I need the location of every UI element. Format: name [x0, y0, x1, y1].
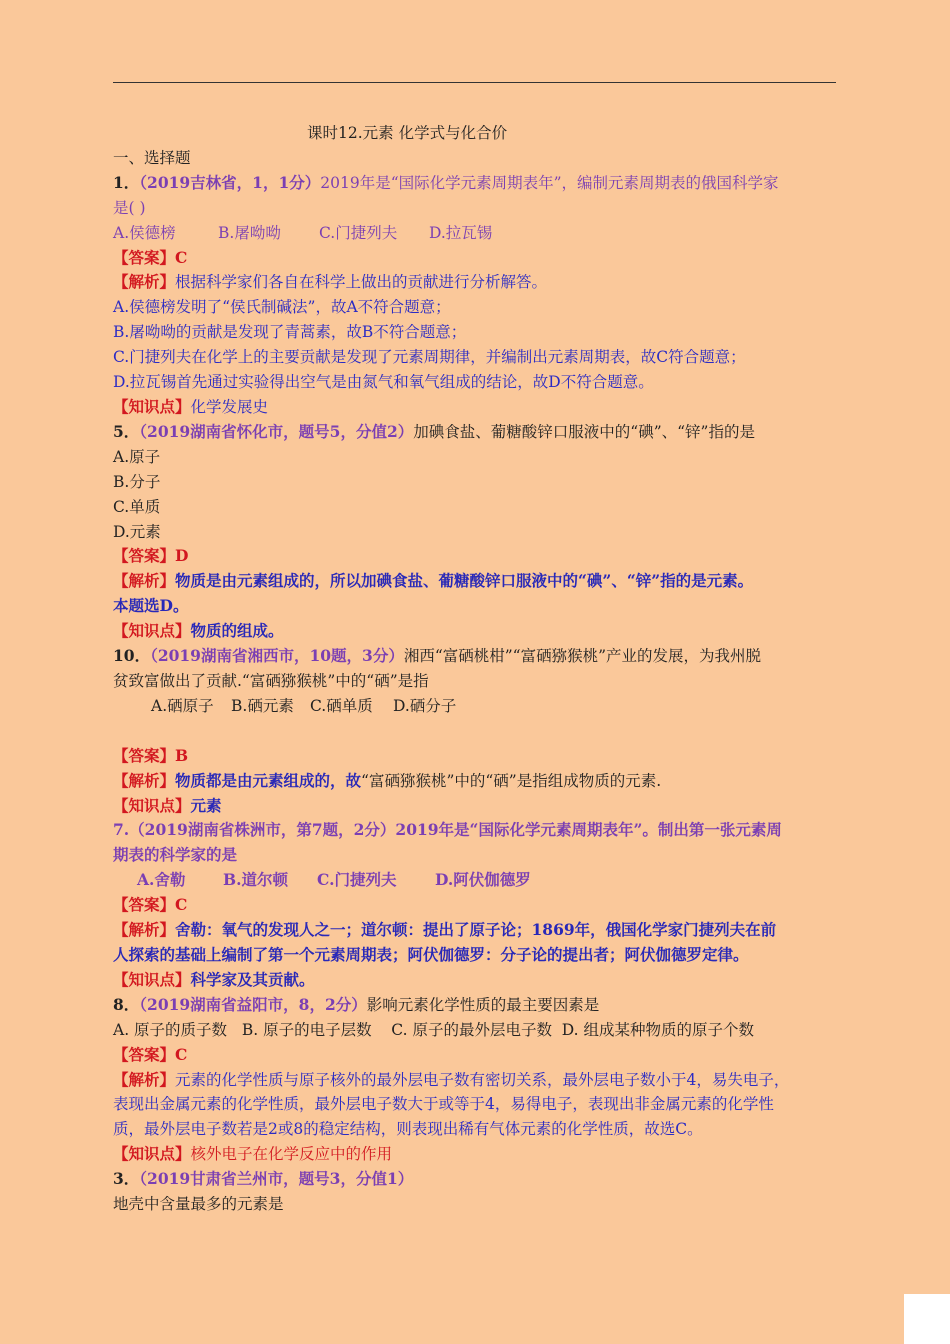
q8-knowledge-text: 核外电子在化学反应中的作用 — [190, 1145, 393, 1164]
q10-knowledge-tag: 【知识点】 — [113, 795, 191, 815]
q10-stem-line2: 贫致富做出了贡献.“富硒猕猴桃”中的“硒”是指 — [113, 671, 429, 690]
q1-stem-line2: 是( ) — [113, 198, 146, 217]
q7-stem-a: 2019年是“国际化学元素周期表年”。制出第一张元素周 — [395, 820, 782, 840]
q5-knowledge — [113, 619, 845, 644]
q1-stem-line1 — [113, 171, 845, 196]
q10-knowledge — [113, 794, 845, 819]
q8-stem-text: 影响元素化学性质的最主要因素是 — [366, 995, 600, 1014]
q8-options: A. 原子的质子数 B. 原子的电子层数 C. 原子的最外层电子数 D. 组成某种物质的原子个数 — [113, 1020, 755, 1039]
q5-option-c: C.单质 — [113, 497, 161, 516]
q5-option-d: D.元素 — [113, 522, 161, 541]
blank-line — [113, 719, 845, 744]
q7-explanation — [113, 918, 845, 943]
q7-explanation-tag: 【解析】 — [113, 920, 176, 940]
q10-stem-a: 湘西“富硒桃柑”“富硒猕猴桃”产业的发展，为我州脱 — [403, 647, 762, 666]
q7-option-c: C.门捷列夫 — [317, 870, 397, 890]
q7-answer — [113, 893, 845, 918]
q10-knowledge-text: 元素 — [190, 795, 222, 815]
q8-stem — [113, 993, 845, 1018]
section-heading: 一、选择题 — [113, 148, 191, 167]
q8-explanation-a: 元素的化学性质与原子核外的最外层电子数有密切关系，最外层电子数小于4，易失电子， — [175, 1070, 790, 1089]
q5-answer-tag: 【答案】 — [113, 546, 176, 566]
q1-explanation-c: C.门捷列夫在化学上的主要贡献是发现了元素周期律，并编制出元素周期表，故C符合题意； — [113, 348, 746, 367]
q1-knowledge-tag: 【知识点】 — [113, 396, 191, 416]
q1-answer — [113, 246, 845, 271]
q10-explanation-a: 物质都是由元素组成的，故 — [175, 770, 362, 790]
q7-source: 7.（2019湖南省株洲市，第7题，2分） — [113, 820, 396, 840]
q10-explanation — [113, 769, 845, 794]
q7-options — [113, 868, 845, 893]
q1-answer-tag: 【答案】 — [113, 247, 176, 267]
q5-explanation-text: 物质是由元素组成的，所以加碘食盐、葡糖酸锌口服液中的“碘”、“锌”指的是元素。 — [175, 571, 754, 591]
q5-answer-value: D — [175, 546, 189, 566]
q10-answer-tag: 【答案】 — [113, 745, 176, 765]
q1-explanation-d: D.拉瓦锡首先通过实验得出空气是由氮气和氧气组成的结论，故D不符合题意。 — [113, 373, 654, 392]
q5-option-b: B.分子 — [113, 472, 161, 491]
q7-knowledge-tag: 【知识点】 — [113, 969, 191, 989]
q5-explanation — [113, 569, 845, 594]
q8-answer — [113, 1043, 845, 1068]
q5-option-a: A.原子 — [113, 447, 161, 466]
q7-option-a: A.舍勒 — [137, 870, 186, 890]
q1-option-d: D.拉瓦锡 — [429, 223, 493, 242]
q10-explanation-b: “富硒猕猴桃”中的“硒”是指组成物质的元素. — [361, 771, 662, 790]
q3-header — [113, 1167, 845, 1192]
q5-explanation-b: 本题选D。 — [113, 596, 189, 616]
q7-explanation-b: 人探索的基础上编制了第一个元素周期表；阿伏伽德罗：分子论的提出者；阿伏伽德罗定律。 — [113, 945, 749, 964]
q10-option-c: C.硒单质 — [310, 696, 373, 715]
q7-knowledge — [113, 968, 845, 993]
q5-knowledge-text: 物质的组成。 — [190, 621, 284, 641]
q10-answer — [113, 744, 845, 769]
q10-source: （2019湖南省湘西市，10题，3分） — [150, 646, 404, 666]
q1-option-b: B.屠呦呦 — [218, 223, 281, 242]
q1-explanation-b: B.屠呦呦的贡献是发现了青蒿素，故B不符合题意； — [113, 323, 467, 342]
q7-answer-tag: 【答案】 — [113, 895, 176, 915]
q5-answer — [113, 544, 845, 569]
q8-knowledge — [113, 1142, 845, 1167]
page-corner-block — [904, 1294, 950, 1344]
q5-number: 5． — [113, 421, 140, 441]
q1-option-a: A.侯德榜 — [113, 223, 176, 242]
q7-stem-line1 — [113, 818, 845, 843]
q8-explanation-b: 表现出金属元素的化学性质，最外层电子数大于或等于4，易得电子，表现出非金属元素的化学性 — [113, 1095, 774, 1114]
q3-number: 3． — [113, 1169, 140, 1189]
q7-knowledge-text: 科学家及其贡献。 — [190, 969, 315, 989]
header-rule — [113, 82, 836, 83]
q1-knowledge — [113, 395, 845, 420]
q7-explanation-a: 舍勒：氧气的发现人之一；道尔顿：提出了原子论；1869年，俄国化学家门捷列夫在前 — [175, 920, 777, 940]
q1-explanation-tag: 【解析】 — [113, 272, 176, 292]
q8-answer-tag: 【答案】 — [113, 1044, 176, 1064]
q7-stem-line2: 期表的科学家的是 — [113, 845, 238, 865]
q10-option-a: A.硒原子 — [151, 696, 214, 715]
q1-source: （2019吉林省，1，1分） — [139, 172, 321, 192]
q3-stem: 地壳中含量最多的元素是 — [113, 1195, 284, 1214]
q8-explanation — [113, 1068, 845, 1093]
q7-answer-value: C — [175, 895, 188, 915]
q1-stem-a: 2019年是“国际化学元素周期表年”，编制元素周期表的俄国科学家 — [320, 173, 779, 192]
q5-source: （2019湖南省怀化市，题号5，分值2） — [139, 421, 414, 441]
q8-number: 8． — [113, 994, 140, 1014]
page-title: 课时12.元素 化学式与化合价 — [307, 124, 508, 142]
q5-knowledge-tag: 【知识点】 — [113, 621, 191, 641]
q8-explanation-c: 质，最外层电子数若是2或8的稳定结构，则表现出稀有气体元素的化学性质，故选C。 — [113, 1120, 703, 1139]
q1-options — [113, 221, 845, 246]
q3-source: （2019甘肃省兰州市，题号3，分值1） — [139, 1169, 414, 1189]
q10-option-d: D.硒分子 — [393, 696, 457, 715]
q10-answer-value: B — [175, 745, 189, 765]
q1-explanation-a: A.侯德榜发明了“侯氏制碱法”，故A不符合题意； — [113, 298, 451, 317]
q10-options — [113, 694, 845, 719]
q5-explanation-tag: 【解析】 — [113, 571, 176, 591]
q1-explanation-text: 根据科学家们各自在科学上做出的贡献进行分析解答。 — [175, 273, 548, 292]
q5-stem-text: 加碘食盐、葡糖酸锌口服液中的“碘”、“锌”指的是 — [413, 422, 755, 441]
q7-option-d: D.阿伏伽德罗 — [435, 870, 531, 890]
q10-option-b: B.硒元素 — [231, 696, 294, 715]
q1-number: 1． — [113, 172, 140, 192]
q8-source: （2019湖南省益阳市，8，2分） — [139, 994, 367, 1014]
q10-stem-line1 — [113, 644, 845, 669]
q8-answer-value: C — [175, 1044, 188, 1064]
q7-option-b: B.道尔顿 — [223, 870, 288, 890]
document-body — [113, 121, 845, 1217]
q1-knowledge-text: 化学发展史 — [190, 397, 269, 416]
q1-option-c: C.门捷列夫 — [319, 223, 398, 242]
q5-stem — [113, 420, 845, 445]
q10-number: 10． — [113, 646, 151, 666]
q8-explanation-tag: 【解析】 — [113, 1069, 176, 1089]
q8-knowledge-tag: 【知识点】 — [113, 1144, 191, 1164]
q10-explanation-tag: 【解析】 — [113, 770, 176, 790]
q1-answer-value: C — [175, 247, 188, 267]
q1-explanation — [113, 270, 845, 295]
